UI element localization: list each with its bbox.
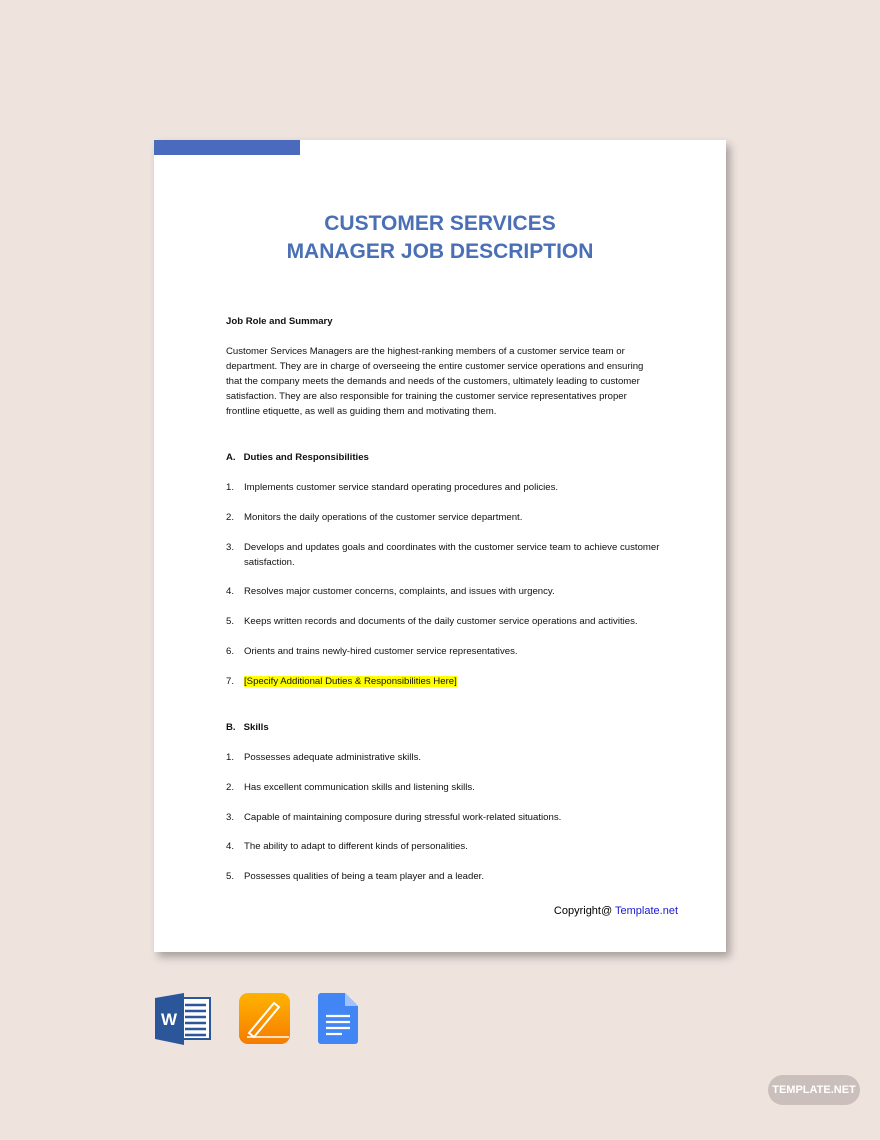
skills-heading: B. Skills [226,722,269,733]
copyright [554,905,678,917]
skill-item: Has excellent communication skills and listening skills. [244,782,475,793]
list-number: 4. [226,841,235,852]
list-number: 4. [226,586,235,597]
word-icon[interactable] [155,993,211,1045]
title-line-2: MANAGER JOB DESCRIPTION [286,240,594,263]
duty-item: Keeps written records and documents of the daily customer service operations and activities. [244,616,638,627]
skill-item: Possesses adequate administrative skills. [244,752,422,763]
skill-item: The ability to adapt to different kinds of personalities. [244,841,468,852]
template-net-badge[interactable]: TEMPLATE.NET [768,1075,860,1105]
placeholder-highlight: [Specify Additional Duties & Responsibilities Here] [244,676,457,687]
duty-item: Monitors the daily operations of the customer service department. [244,512,523,523]
summary-line: Customer Services Managers are the highest-ranking members of a customer service team or [226,346,625,357]
accent-bar [154,140,300,155]
svg-text:W: W [160,1010,178,1029]
summary-line: frontline etiquette, as well as guiding them and motivating them. [226,406,497,417]
pages-icon[interactable] [239,993,290,1044]
list-number: 3. [226,542,235,553]
duties-heading: A. Duties and Responsibilities [226,452,369,463]
google-docs-icon[interactable] [318,993,358,1044]
list-number: 1. [226,752,235,763]
document-page [154,140,726,952]
duty-item: Orients and trains newly-hired customer service representatives. [244,646,518,657]
duty-item: Resolves major customer concerns, complaints, and issues with urgency. [244,586,555,597]
summary-line: department. They are in charge of overseeing the entire customer service operations and ensuring [226,361,644,372]
list-number: 6. [226,646,235,657]
skill-item: Possesses qualities of being a team player and a leader. [244,871,484,882]
list-number: 7. [226,676,235,687]
list-number: 3. [226,812,235,823]
summary-heading: Job Role and Summary [226,316,333,327]
summary-line: that the company meets the demands and needs of the customers, ultimately leading to customer [226,376,640,387]
summary-line: satisfaction. They are also responsible for training the customer service representatives proper [226,391,627,402]
duty-item: Implements customer service standard operating procedures and policies. [244,482,559,493]
list-number: 5. [226,616,235,627]
duty-item: Develops and updates goals and coordinates with the customer service team to achieve customer satisfaction. [244,542,660,568]
copyright-prefix: Copyright@ [553,905,616,917]
duty-item-wrap [244,674,457,689]
skill-item: Capable of maintaining composure during stressful work-related situations. [244,812,562,823]
list-number: 5. [226,871,235,882]
list-number: 2. [226,512,235,523]
title-line-1: CUSTOMER SERVICES [324,212,556,235]
copyright-link[interactable]: Template.net [615,905,678,917]
list-number: 1. [226,482,235,493]
list-number: 2. [226,782,235,793]
